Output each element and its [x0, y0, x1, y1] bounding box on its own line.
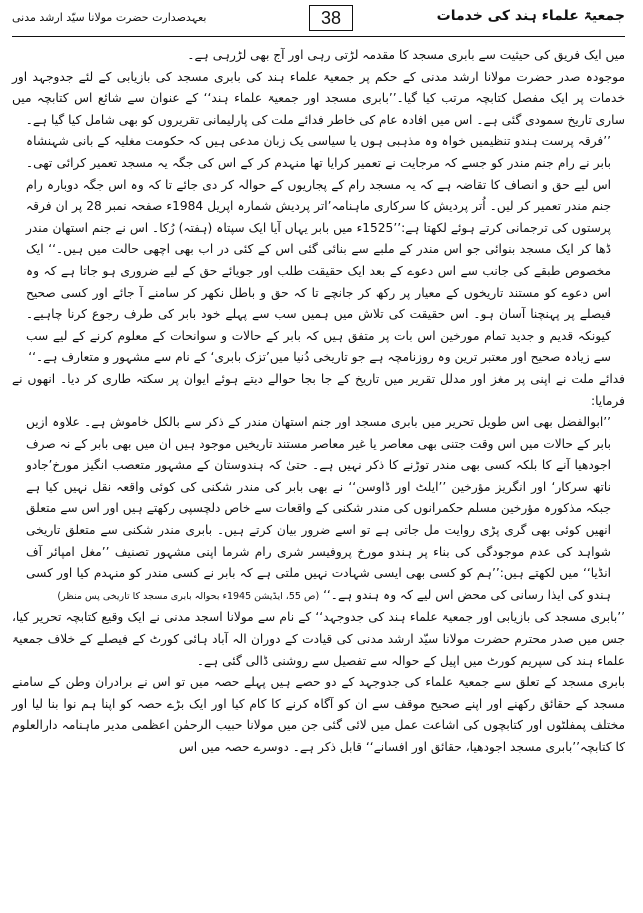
quote-text: ’’ابوالفضل بھی اس طویل تحریر میں بابری مسجد اور جنم استھان مندر کے ذکر سے بالکل خاموش ہے۔ علاوہ ازیں بابر کے حالات میں اس وقت جتنی بھی معاصر یا غیر معاصر مستند تاریخیں موجود ہیں ان میں بھی بابر کے نہ صرف اجودھیا آنے کا بلکہ کسی بھی مندر توڑنے کا ذکر نہیں ہے۔ حتیٰ کہ ہندوستان کے مشہور متعصب انگیز مورخ’جادو ناتھ سرکار‘ اور انگریز مؤرخین ’’ایلٹ اور ڈاوسن‘‘ نے بھی بابر کی مندر شکنی کی کوئی واقعہ نقل نہیں کیا ہے جبکہ مذکورہ مؤرخین مسلم حکمرانوں کی مندر شکنی کے واقعات سے خاص دلچسپی رکھتے ہیں اور اس سے متعلق انھیں کوئی بھی گری پڑی روایت مل جاتی ہے تو اسے ضرور بیان کرتے ہیں۔ بابری مندر شکنی سے متعلق تاریخی شواہد کی عدم موجودگی کی بناء پر ہندو مورخ پروفیسر شری رام شرما اپنی مشہور تصنیف ’’مغل امپائر آف انڈیا‘‘ میں لکھتے ہیں:’’ہم کو کسی بھی ایسی شہادت نہیں ملتی ہے کہ بابر نے کسی مندر کو منہدم کیا اور کسی ہندو کی ایذا رسانی کی محض اس لیے کہ وہ ہندو ہے۔‘‘	[26, 415, 611, 602]
paragraph: بابری مسجد کے تعلق سے جمعیۃ علماء کی جدوجہد کے دو حصے ہیں پہلے حصہ میں تو اس نے برادران وطن کے سامنے مسجد کے حقائق رکھنے اور اپنے صحیح موقف سے ان کو آگاہ کرنے کا کام کیا اور ایک بڑے حصہ کو اپنا ہم نوا بنا لیا اور مختلف پمفلٹوں اور کتابچوں کی اشاعت عمل میں لائی گئی جن میں مولانا حبیب الرحمٰن اعظمی مدیر ماہنامہ دارالعلوم کا کتابچہ’’بابری مسجد اجودھیا، حقائق اور افسانے‘‘ قابل ذکر ہے۔ دوسرے حصہ میں اس	[12, 675, 625, 754]
quote-block	[12, 412, 625, 607]
citation: (ص 55، ایڈیشن 1945ء بحوالہ بابری مسجد کا تاریخی پس منظر)	[57, 590, 320, 602]
page-header	[12, 4, 625, 34]
paragraph: موجودہ صدر حضرت مولانا ارشد مدنی کے حکم پر جمعیۃ علماء ہند کی بابری مسجد کی بازیابی کے لئے جدوجہد اور خدمات پر ایک مفصل کتابچہ مرتب کیا گیا۔’’بابری مسجد اور جمعیۃ علماء ہند‘‘ کے عنوان سے شائع اس کتابچہ میں ساری تاریخ سمودی گئی ہے۔ اس میں افادہ عام کی خاطر فدائے ملت کی پارلیمانی تقریروں کو بھی شامل کیا گیا ہے۔	[12, 69, 625, 127]
running-subtitle: بعہدصدارت حضرت مولانا سیّد ارشد مدنی	[12, 11, 207, 24]
paragraph: میں ایک فریق کی حیثیت سے بابری مسجد کا مقدمہ لڑتی رہی اور آج بھی لڑرہی ہے۔	[187, 48, 625, 62]
quote-block: ’’فرقہ پرست ہندو تنظیمیں خواہ وہ مذہبی ہوں یا سیاسی یک زبان مدعی ہیں کہ حکومت مغلیہ کے بانی شہنشاہ بابر نے رام جنم مندر کو جسے کہ مرجایت نے تعمیر کرایا تھا منہدم کر کے اس کی جگہ یہ مسجد تعمیر کرائی تھی۔ اس لیے حق و انصاف کا تقاضہ ہے کہ یہ مسجد رام کے پجاریوں کے حوالہ کر دی جائے تا کہ وہ اس جگہ دوبارہ رام جنم مندر تعمیر کر لیں۔ اُتر پردیش کا سرکاری ماہنامہ’اتر پردیش شمارہ اپریل 1984ء صفحہ نمبر 28 پر ان فرقہ پرستوں کی ترجمانی کرتے ہوئے لکھتا ہے:’’1525ء میں بابر یہاں آیا ایک سپتاہ (ہفتہ) رُکا۔ اس نے جنم استھان مندر ڈھا کر ایک مسجد بنوائی جو اس مندر کے ملبے سے بنائی گئی اس کے کئی در اب بھی اچھی حالت میں ہیں۔‘‘ ایک مخصوص طبقے کی جانب سے اس دعوے کے بعد ایک حقیقت طلب اور جویائے حق کے لیے ضروری ہو جاتا ہے کہ وہ اس دعوے کو مستند تاریخوں کے معیار پر رکھ کر جانچے تا کہ حق و باطل نکھر کر سامنے آ جائے اور کسی صحیح فیصلے پر پہنچنا آسان ہو۔ اس حقیقت کی تلاش میں ہمیں سب سے پہلے خود بابر کی طرف رجوع کرنا چاہیے۔ کیونکہ قدیم و جدید تمام مورخین اس بات پر متفق ہیں کہ بابر کے حالات و سوانحات کے معلوم کرنے کے لیے سب سے زیادہ صحیح اور معتبر ترین وہ روزنامچہ ہے جو تاریخی دُنیا میں’تزک بابری‘ کے نام سے مشہور و متعارف ہے۔‘‘	[26, 134, 612, 365]
page-number: 38	[309, 5, 353, 31]
paragraph: فدائے ملت نے اپنی پر مغز اور مدلل تقریر میں تاریخ کے جا بجا حوالے دیتے ہوئے ایوان پر سکتہ طاری کر دیا۔ انھوں نے فرمایا:	[12, 371, 625, 408]
running-title: جمعیۃ علماء ہند کی خدمات	[436, 8, 625, 24]
book-page	[0, 4, 643, 913]
paragraph: ’’بابری مسجد کی بازیابی اور جمعیۃ علماء ہند کی جدوجہد‘‘ کے نام سے مولانا اسجد مدنی نے ایک وقیع کتابچہ تحریر کیا، جس میں صدر محترم حضرت مولانا سیّد ارشد مدنی کی قیادت کے دوران الہ آباد ہائی کورٹ کے فیصلے کے خلاف جمعیۃ علماء ہند کی سپریم کورٹ میں اپیل کے حوالہ سے تفصیل سے روشنی ڈالی گئی ہے۔	[12, 610, 625, 668]
header-rule	[12, 36, 625, 37]
page-body	[12, 45, 625, 759]
